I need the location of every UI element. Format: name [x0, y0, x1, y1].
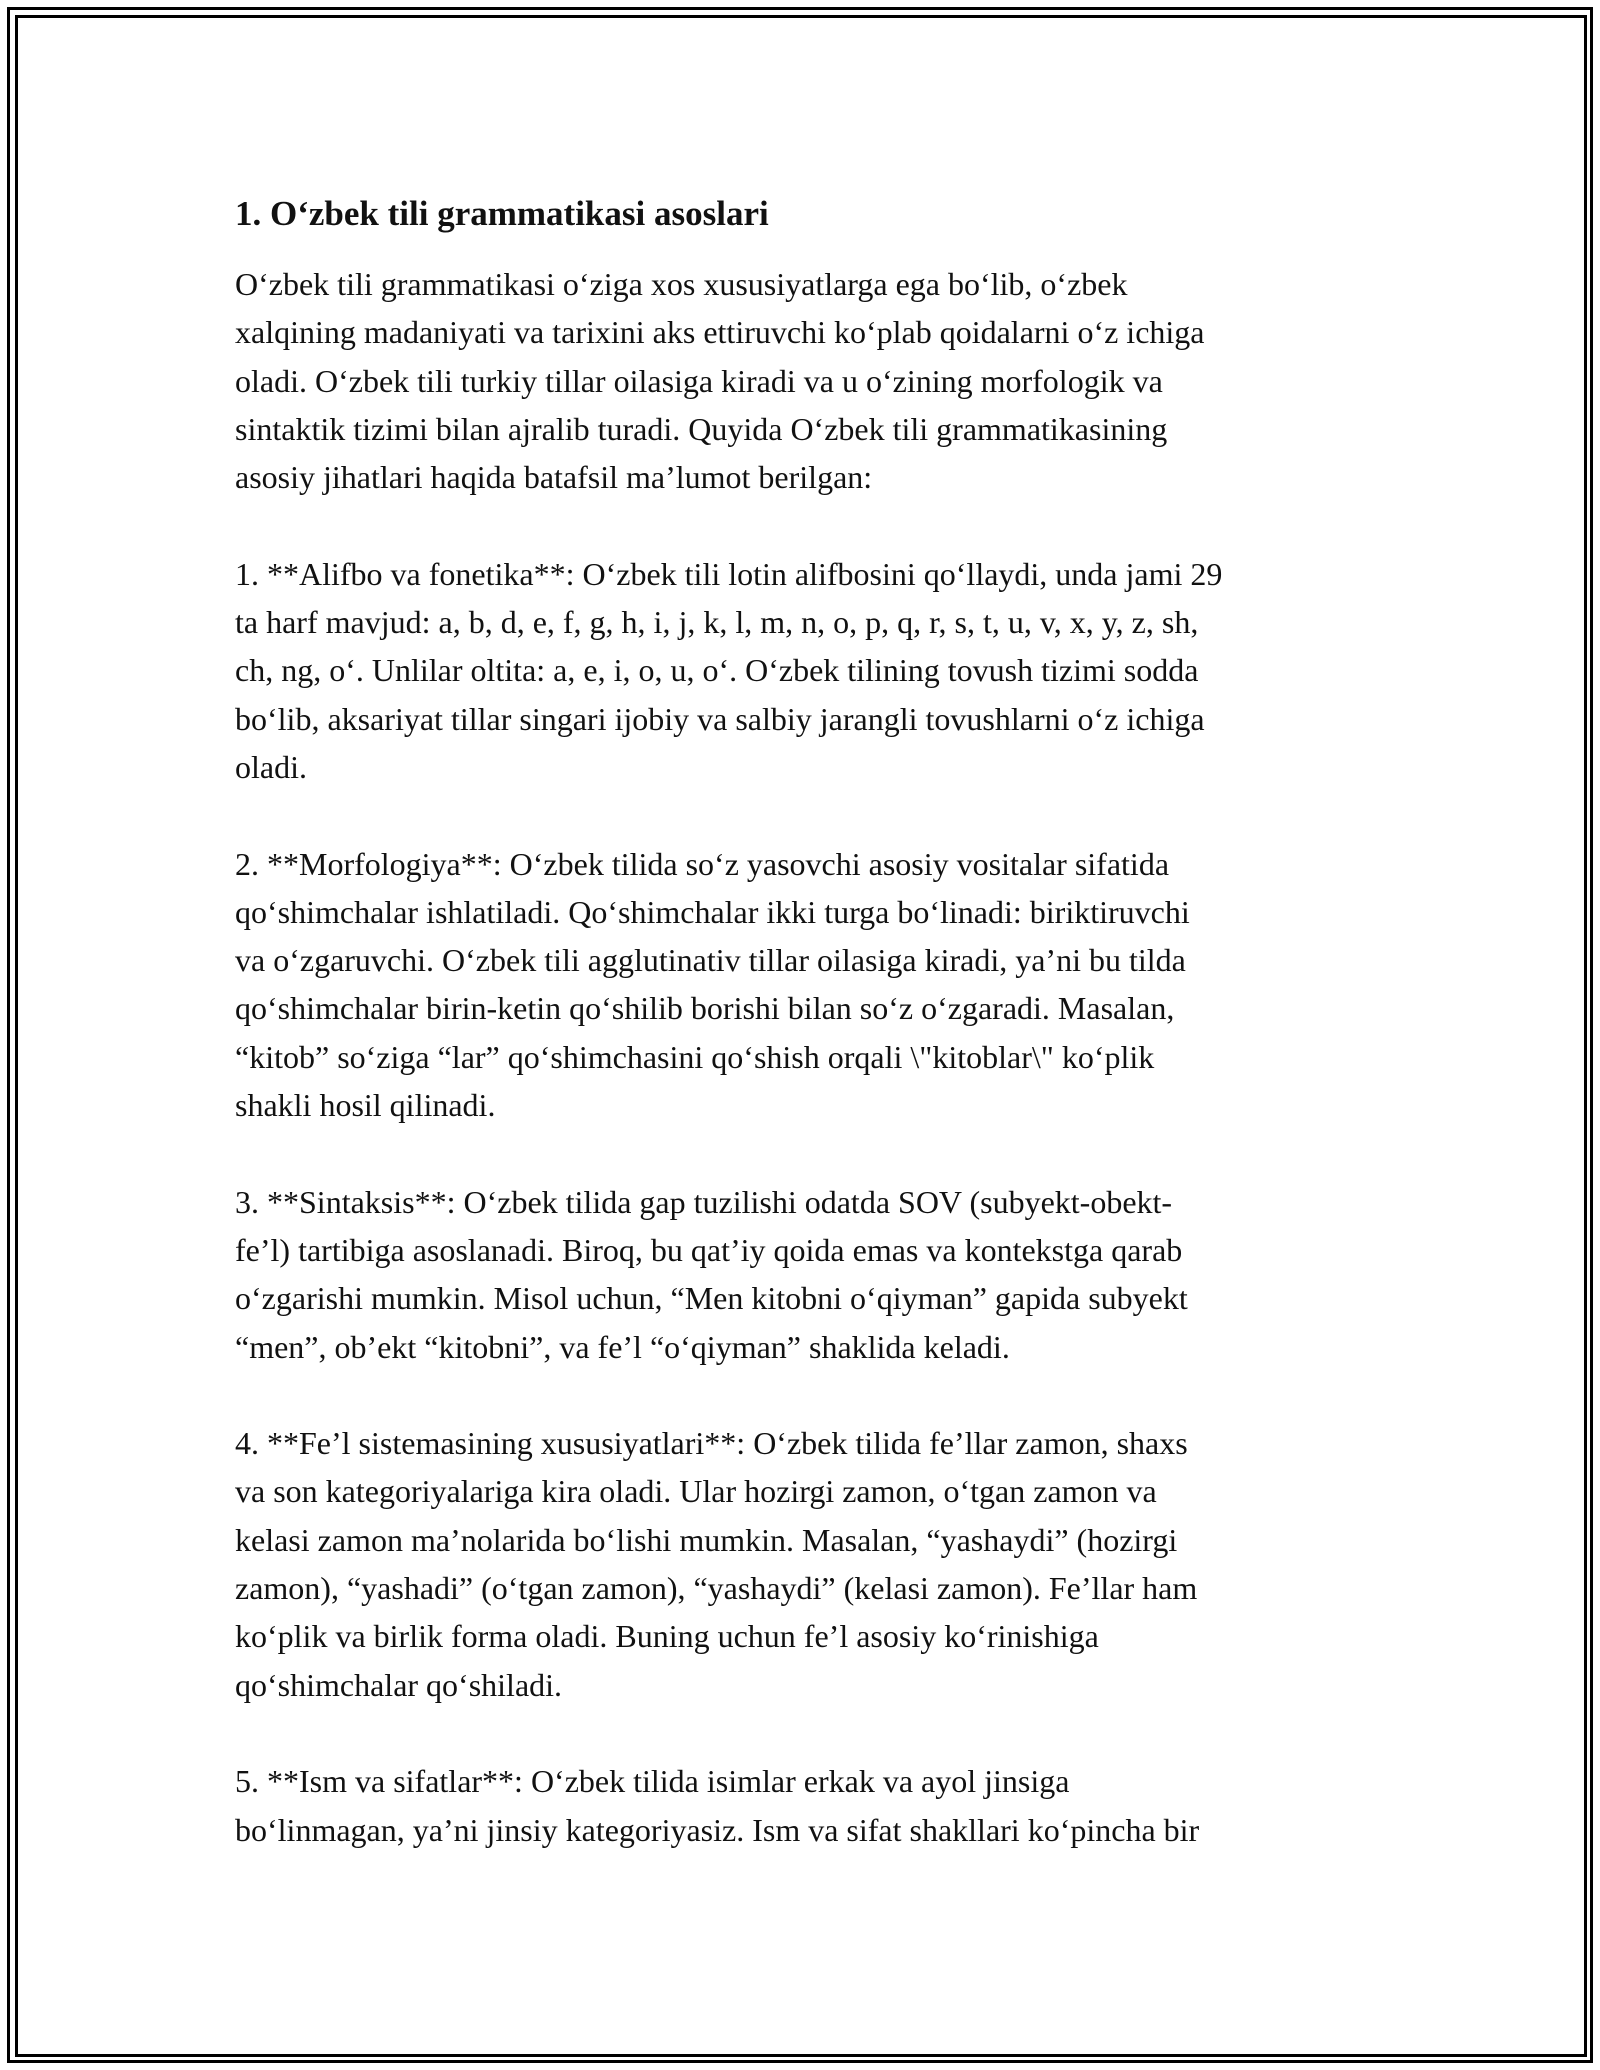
section-heading: 1. O‘zbek tili grammatikasi asoslari	[235, 194, 769, 233]
text-line: zamon), “yashadi” (o‘tgan zamon), “yashaydi” (kelasi zamon). Fe’llar ham	[235, 1570, 1198, 1607]
text-line: va son kategoriyalariga kira oladi. Ular hozirgi zamon, o‘tgan zamon va	[235, 1473, 1157, 1510]
text-line: o‘zgarishi mumkin. Misol uchun, “Men kitobni o‘qiyman” gapida subyekt	[235, 1280, 1188, 1317]
text-line: qo‘shimchalar qo‘shiladi.	[235, 1666, 563, 1703]
paragraph-fel-sistemasi	[235, 1419, 1375, 1709]
text-line: qo‘shimchalar ishlatiladi. Qo‘shimchalar ikki turga bo‘linadi: biriktiruvchi	[235, 893, 1190, 930]
paragraph-ism-sifatlar	[235, 1757, 1375, 1854]
text-line: va o‘zgaruvchi. O‘zbek tili agglutinativ tillar oilasiga kiradi, ya’ni bu tilda	[235, 942, 1186, 979]
text-line: oladi.	[235, 748, 307, 785]
text-line: 2. **Morfologiya**: O‘zbek tilida so‘z yasovchi asosiy vositalar sifatida	[235, 845, 1170, 882]
text-line: “kitob” so‘ziga “lar” qo‘shimchasini qo‘shish orqali \"kitoblar\" ko‘plik	[235, 1038, 1155, 1075]
text-line: fe’l) tartibiga asoslanadi. Biroq, bu qat’iy qoida emas va kontekstga qarab	[235, 1231, 1183, 1268]
text-line: shakli hosil qilinadi.	[235, 1087, 496, 1124]
text-line: qo‘shimchalar birin-ketin qo‘shilib borishi bilan so‘z o‘zgaradi. Masalan,	[235, 990, 1175, 1027]
text-line: bo‘linmagan, ya’ni jinsiy kategoriyasiz. Ism va sifat shakllari ko‘pincha bir	[235, 1811, 1200, 1848]
paragraph-alifbo	[235, 550, 1375, 791]
text-line: 5. **Ism va sifatlar**: O‘zbek tilida isimlar erkak va ayol jinsiga	[235, 1763, 1070, 1800]
text-line: 1. **Alifbo va fonetika**: O‘zbek tili lotin alifbosini qo‘llaydi, unda jami 29	[235, 555, 1223, 592]
paragraph-sintaksis	[235, 1178, 1375, 1371]
text-line: O‘zbek tili grammatikasi o‘ziga xos xususiyatlarga ega bo‘lib, o‘zbek	[235, 266, 1128, 302]
text-line: xalqining madaniyati va tarixini aks ettiruvchi ko‘plab qoidalarni o‘z ichiga	[235, 314, 1205, 351]
paragraph-morfologiya	[235, 840, 1375, 1130]
text-line: ta harf mavjud: a, b, d, e, f, g, h, i, j, k, l, m, n, o, p, q, r, s, t, u, v, x, y, z, sh,	[235, 604, 1199, 641]
paragraph-intro	[235, 260, 1375, 501]
text-line: kelasi zamon ma’nolarida bo‘lishi mumkin. Masalan, “yashaydi” (hozirgi	[235, 1521, 1178, 1558]
document-page	[235, 186, 1375, 1854]
text-line: “men”, ob’ekt “kitobni”, va fe’l “o‘qiyman” shaklida keladi.	[235, 1328, 1010, 1365]
text-line: 4. **Fe’l sistemasining xususiyatlari**: O‘zbek tilida fe’llar zamon, shaxs	[235, 1425, 1188, 1462]
text-line: 3. **Sintaksis**: O‘zbek tilida gap tuzilishi odatda SOV (subyekt-obekt-	[235, 1183, 1173, 1220]
text-line: sintaktik tizimi bilan ajralib turadi. Quyida O‘zbek tili grammatikasining	[235, 410, 1168, 447]
text-line: ko‘plik va birlik forma oladi. Buning uchun fe’l asosiy ko‘rinishiga	[235, 1618, 1099, 1655]
text-line: asosiy jihatlari haqida batafsil ma’lumot berilgan:	[235, 459, 873, 496]
text-line: ch, ng, o‘. Unlilar oltita: a, e, i, o, u, o‘. O‘zbek tilining tovush tizimi sodda	[235, 652, 1199, 689]
text-line: bo‘lib, aksariyat tillar singari ijobiy va salbiy jarangli tovushlarni o‘z ichiga	[235, 700, 1205, 737]
text-line: oladi. O‘zbek tili turkiy tillar oilasiga kiradi va u o‘zining morfologik va	[235, 362, 1163, 399]
